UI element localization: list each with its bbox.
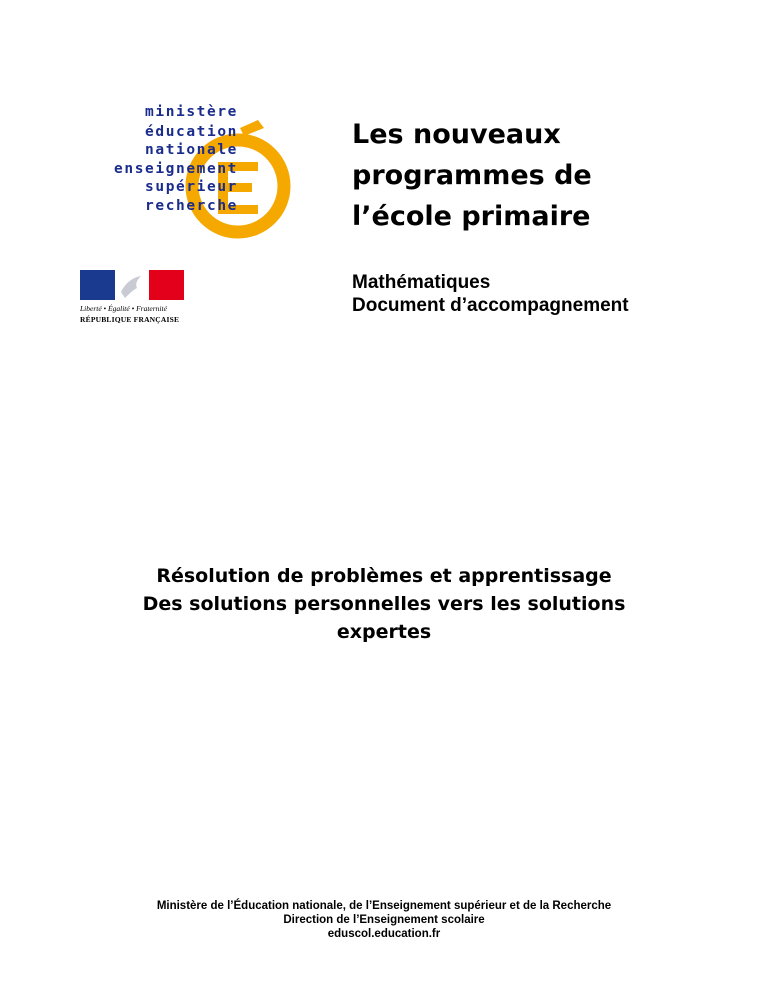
logo-line: éducation <box>145 124 238 140</box>
footer-line: Direction de l’Enseignement scolaire <box>283 914 485 926</box>
heading-line: Des solutions personnelles vers les solutions <box>142 593 626 615</box>
footer-url: eduscol.education.fr <box>327 928 441 940</box>
logo-line: recherche <box>145 198 238 214</box>
heading-line: Résolution de problèmes et apprentissage <box>156 565 612 587</box>
title-line: Les nouveaux <box>352 119 561 150</box>
republique-francaise-logo <box>80 270 190 330</box>
document-subtitle <box>352 271 629 317</box>
footer <box>0 899 768 941</box>
republic-name: RÉPUBLIQUE FRANÇAISE <box>80 315 180 324</box>
logo-line: ministère <box>145 104 238 120</box>
subtitle-line: Document d’accompagnement <box>352 295 629 316</box>
footer-line: Ministère de l’Éducation nationale, de l’Enseignement supérieur et de la Recherche <box>156 900 612 912</box>
ministry-logo <box>50 104 250 244</box>
tricolor-flag-icon <box>80 270 184 300</box>
republic-motto: Liberté • Égalité • Fraternité <box>80 304 167 313</box>
title-line: l’école primaire <box>352 201 591 232</box>
logo-line: nationale <box>145 142 238 158</box>
document-title <box>352 114 592 237</box>
title-line: programmes de <box>352 160 592 191</box>
main-heading <box>0 562 768 646</box>
heading-line: expertes <box>336 621 432 643</box>
subtitle-line: Mathématiques <box>352 272 491 293</box>
logo-line: enseignement <box>114 161 238 177</box>
logo-line: supérieur <box>145 179 238 195</box>
